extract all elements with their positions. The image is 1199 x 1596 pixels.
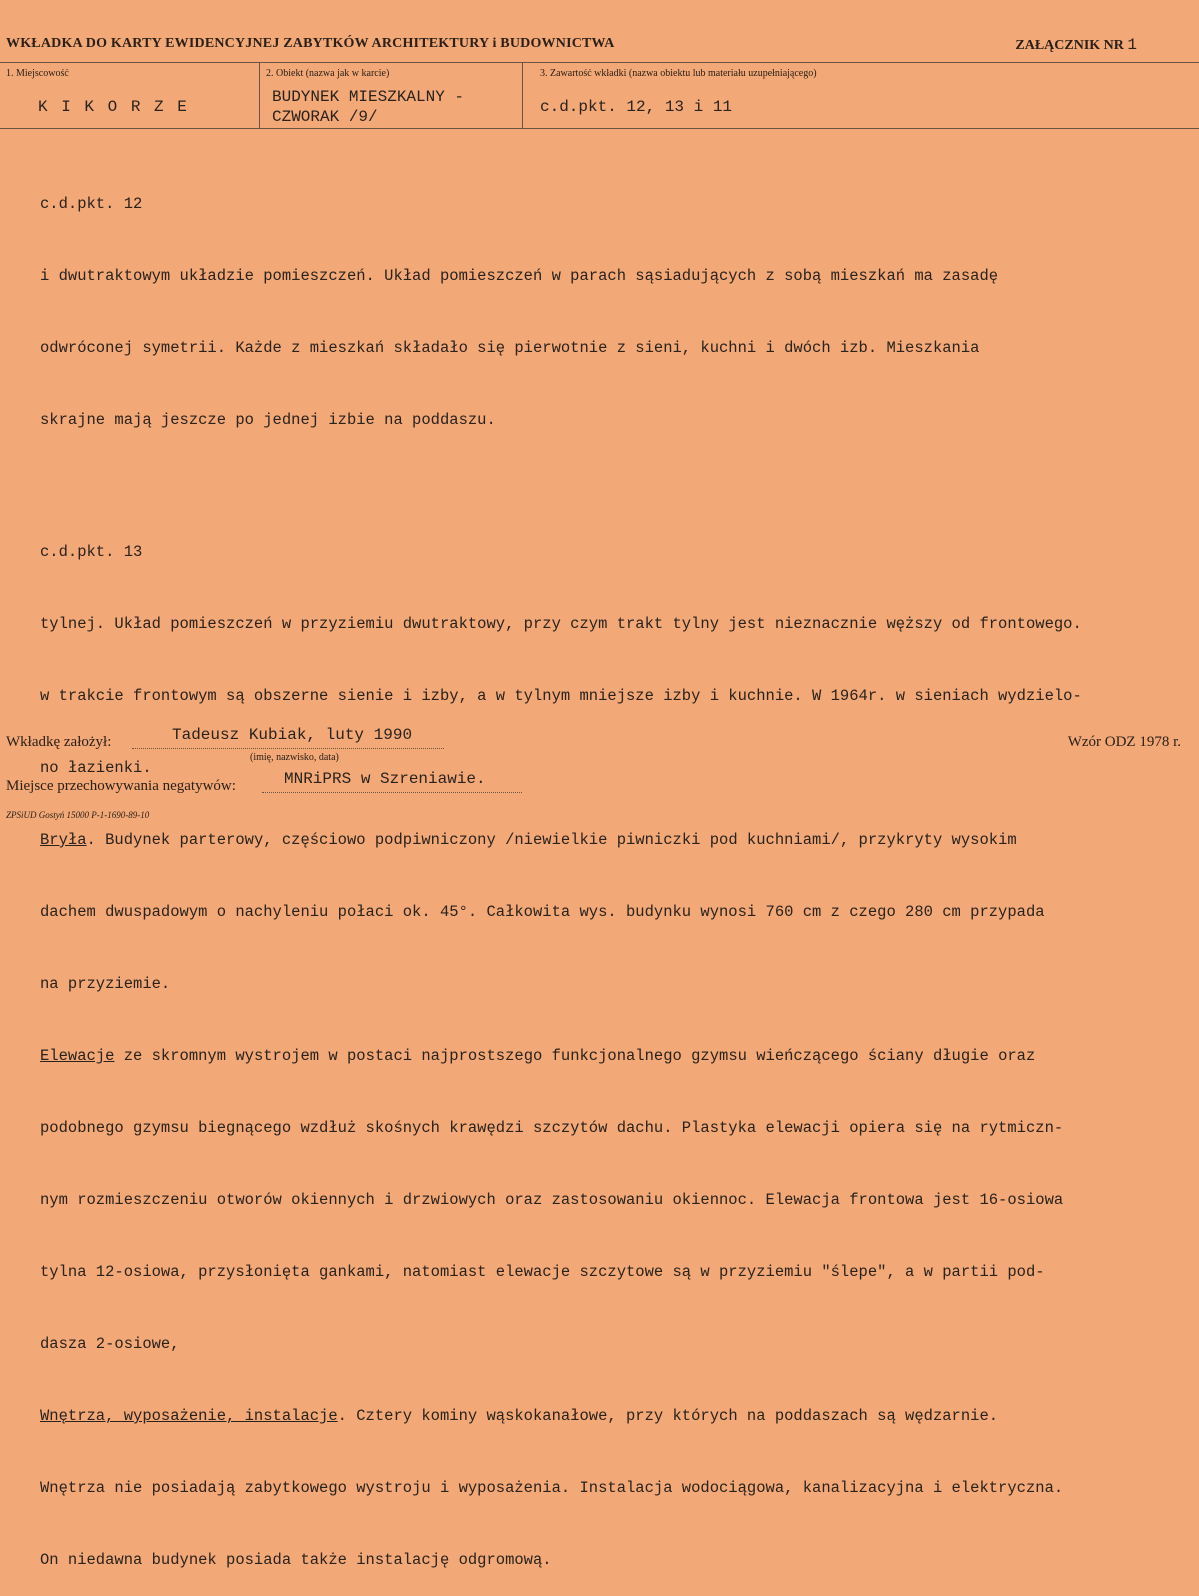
p13-heading: c.d.pkt. 13 <box>40 543 143 561</box>
wnetrza-heading: Wnętrza, wyposażenie, instalacje <box>40 1407 338 1425</box>
elewacje-line-5: dasza 2-osiowe, <box>40 1335 180 1353</box>
founder-value: Tadeusz Kubiak, luty 1990 <box>172 726 413 744</box>
bryla-line-2: dachem dwuspadowym o nachyleniu połaci ok. 45°. Całkowita wys. budynku wynosi 760 cm z czego 280 cm przypada <box>40 903 1045 921</box>
fields-bottom-divider <box>0 128 1199 129</box>
wnetrza-line-3: On niedawna budynek posiada także instalację odgromową. <box>40 1551 552 1569</box>
attachment-label: ZAŁĄCZNIK NR <box>1015 38 1124 53</box>
elewacje-line-3: nym rozmieszczeniu otworów okiennych i drzwiowych oraz zastosowaniu okiennoc. Elewacja frontowa jest 16-osiowa <box>40 1191 1064 1209</box>
object-value-line-1: BUDYNEK MIESZKALNY - <box>272 88 465 106</box>
form-title: WKŁADKA DO KARTY EWIDENCYJNEJ ZABYTKÓW ARCHITEKTURY i BUDOWNICTWA <box>6 36 615 51</box>
storage-value: MNRiPRS w Szreniawie. <box>284 770 486 788</box>
storage-signature-line <box>262 792 522 793</box>
attachment-number-value: 1 <box>1127 36 1137 54</box>
p12-line-2: odwróconej symetrii. Każde z mieszkań składało się pierwotnie z sieni, kuchni i dwóch izb. Mieszkania <box>40 339 980 357</box>
object-label: 2. Obiekt (nazwa jak w karcie) <box>266 68 390 79</box>
founder-caption: (imię, nazwisko, data) <box>250 752 339 763</box>
bryla-line-3: na przyziemie. <box>40 975 171 993</box>
locality-value: K I K O R Z E <box>38 98 189 116</box>
elewacje-line-2: podobnego gzymsu biegnącego wzdłuż skośnych krawędzi szczytów dachu. Plastyka elewacji opiera się na rytmiczn- <box>40 1119 1064 1137</box>
attachment-number <box>1015 36 1137 54</box>
printer-imprint: ZPSiUD Gostyń 15000 P-1-1690-89-10 <box>6 810 150 820</box>
bryla-text: . Budynek parterowy, częściowo podpiwniczony /niewielkie piwniczki pod kuchniami/, przykryty wysokim <box>86 831 1017 849</box>
elewacje-heading: Elewacje <box>40 1047 115 1065</box>
contents-label: 3. Zawartość wkładki (nazwa obiektu lub materiału uzupełniającego) <box>540 68 817 79</box>
p13-line-2: w trakcie frontowym są obszerne sienie i izby, a w tylnym mniejsze izby i kuchnie. W 1964r. w sieniach wydzielo- <box>40 687 1082 705</box>
founder-signature-line <box>132 748 444 749</box>
field-separator-1 <box>259 62 260 128</box>
wnetrza-line-2: Wnętrza nie posiadają zabytkowego wystroju i wyposażenia. Instalacja wodociągowa, kanalizacyjna i elektryczna. <box>40 1479 1064 1497</box>
top-divider <box>0 62 1199 63</box>
wnetrza-text: . Cztery kominy wąskokanałowe, przy których na poddaszach są wędzarnie. <box>337 1407 999 1425</box>
wnetrza-line-1 <box>40 1404 1190 1428</box>
locality-label: 1. Miejscowość <box>6 68 69 79</box>
document-body <box>40 144 1190 1596</box>
founder-label: Wkładkę założył: <box>6 734 112 750</box>
field-separator-2 <box>522 62 523 128</box>
elewacje-text: ze skromnym wystrojem w postaci najprostszego funkcjonalnego gzymsu wieńczącego ściany długie oraz <box>114 1047 1036 1065</box>
p12-heading: c.d.pkt. 12 <box>40 195 143 213</box>
bryla-line-1 <box>40 828 1190 852</box>
form-code: Wzór ODZ 1978 r. <box>1067 734 1181 750</box>
elewacje-line-1 <box>40 1044 1190 1068</box>
object-value-line-2: CZWORAK /9/ <box>272 108 378 126</box>
p12-line-3: skrajne mają jeszcze po jednej izbie na poddaszu. <box>40 411 496 429</box>
p13-line-1: tylnej. Układ pomieszczeń w przyziemiu dwutraktowy, przy czym trakt tylny jest nieznacznie węższy od frontowego. <box>40 615 1082 633</box>
storage-label: Miejsce przechowywania negatywów: <box>6 778 236 794</box>
contents-value: c.d.pkt. 12, 13 i 11 <box>540 98 733 116</box>
p13-line-3: no łazienki. <box>40 759 152 777</box>
bryla-heading: Bryła <box>40 831 87 849</box>
elewacje-line-4: tylna 12-osiowa, przysłonięta gankami, natomiast elewacje szczytowe są w przyziemiu "ślepe", a w partii pod- <box>40 1263 1045 1281</box>
p12-line-1: i dwutraktowym układzie pomieszczeń. Układ pomieszczeń w parach sąsiadujących z sobą mieszkań ma zasadę <box>40 267 999 285</box>
